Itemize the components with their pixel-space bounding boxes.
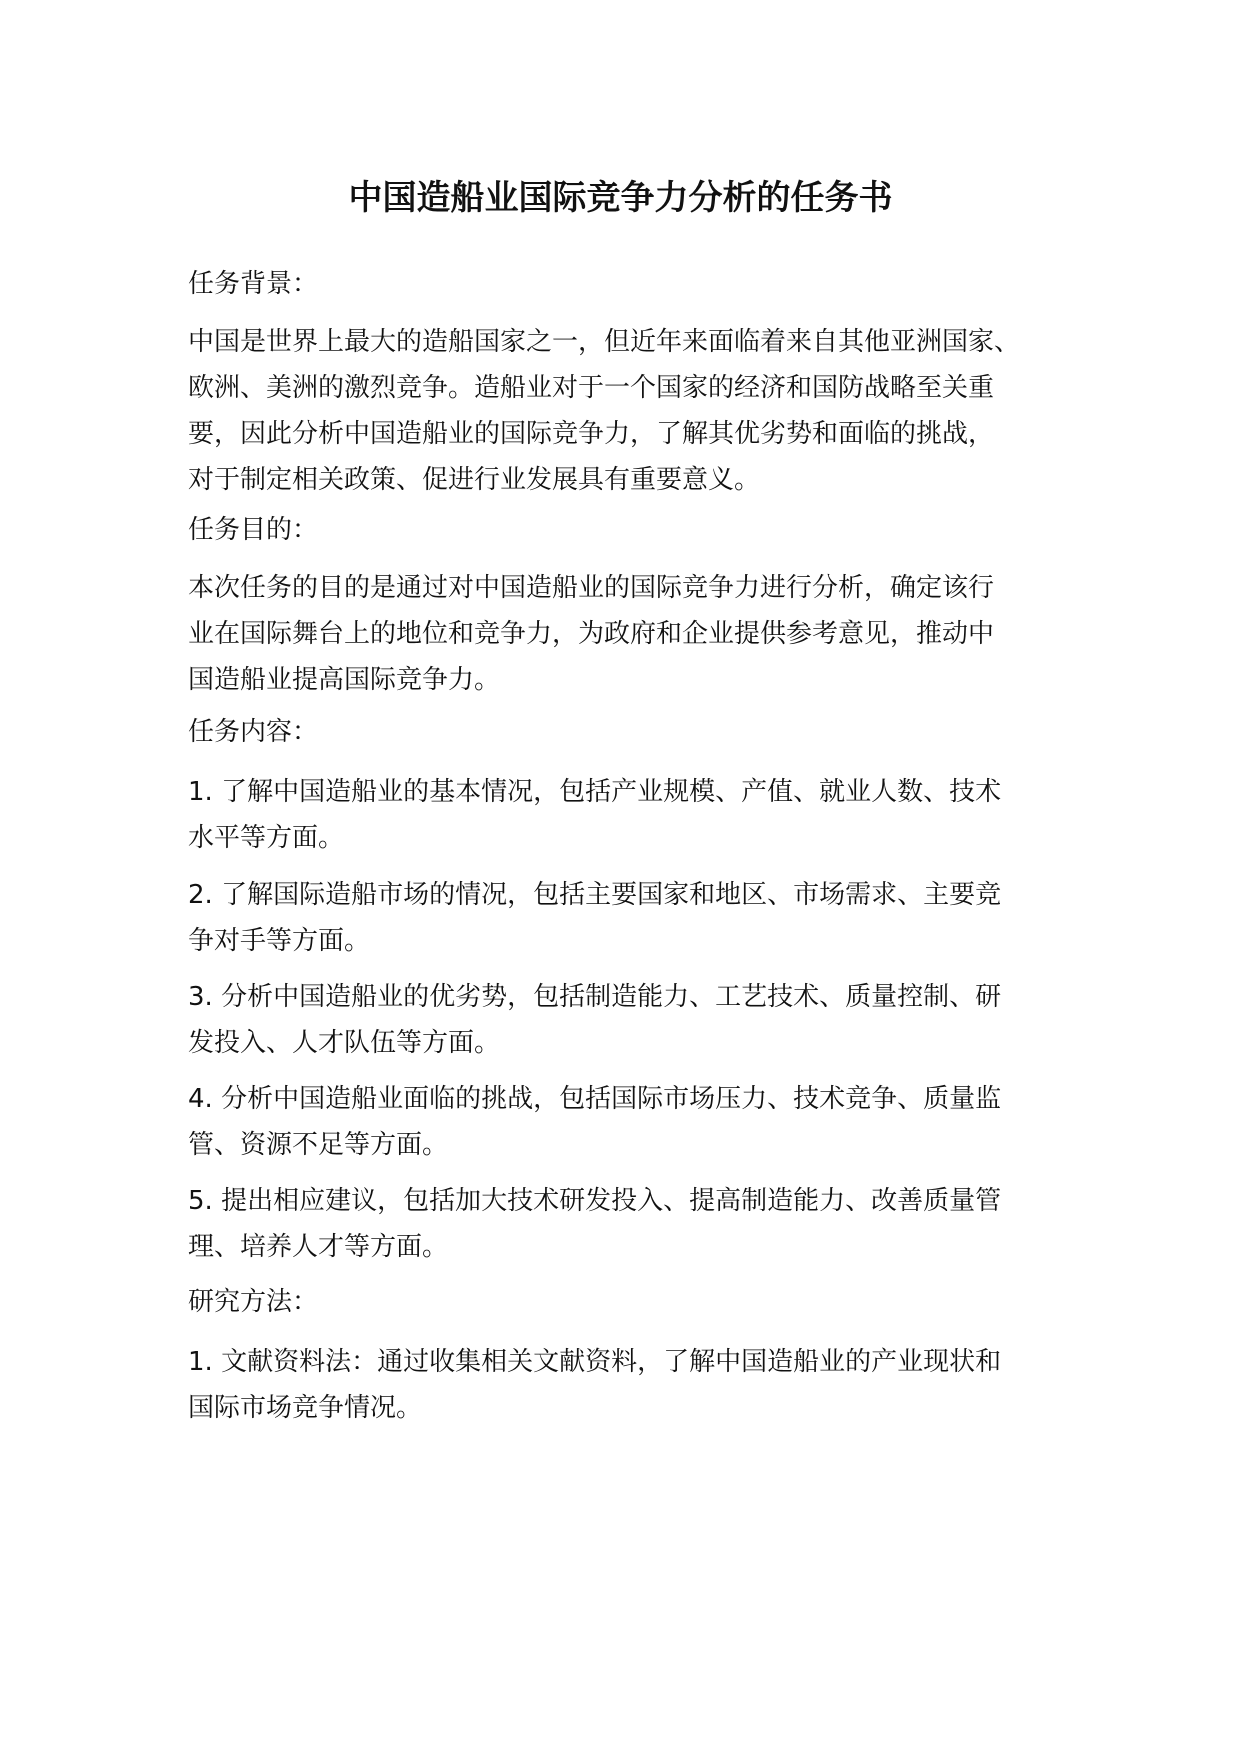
paragraph-background	[188, 319, 1068, 503]
list-item-line: 管、资源不足等方面。	[188, 1130, 449, 1160]
list-item-content-3	[188, 974, 1068, 1066]
section-heading-background: 任务背景：	[188, 269, 319, 299]
paragraph-line: 中国是世界上最大的造船国家之一，但近年来面临着来自其他亚洲国家、	[188, 327, 1021, 357]
list-item-line: 2. 了解国际造船市场的情况，包括主要国家和地区、市场需求、主要竞	[188, 880, 1002, 910]
list-item-line: 国际市场竞争情况。	[188, 1393, 423, 1423]
paragraph-line: 要，因此分析中国造船业的国际竞争力，了解其优劣势和面临的挑战，	[188, 419, 995, 449]
list-item-line: 5. 提出相应建议，包括加大技术研发投入、提高制造能力、改善质量管	[188, 1186, 1002, 1216]
paragraph-purpose	[188, 565, 1068, 703]
section-heading-purpose: 任务目的：	[188, 515, 319, 545]
paragraph-line: 国造船业提高国际竞争力。	[188, 665, 501, 695]
paragraph-line: 对于制定相关政策、促进行业发展具有重要意义。	[188, 465, 761, 495]
list-item-methods-1	[188, 1339, 1068, 1431]
list-item-line: 1. 了解中国造船业的基本情况，包括产业规模、产值、就业人数、技术	[188, 777, 1002, 807]
list-item-line: 理、培养人才等方面。	[188, 1232, 449, 1262]
list-item-content-2	[188, 872, 1068, 964]
list-item-line: 争对手等方面。	[188, 926, 371, 956]
section-heading-methods: 研究方法：	[188, 1287, 319, 1317]
list-item-content-4	[188, 1076, 1068, 1168]
document-title: 中国造船业国际竞争力分析的任务书	[348, 178, 893, 218]
list-item-line: 3. 分析中国造船业的优劣势，包括制造能力、工艺技术、质量控制、研	[188, 982, 1002, 1012]
list-item-content-5	[188, 1178, 1068, 1270]
paragraph-line: 业在国际舞台上的地位和竞争力，为政府和企业提供参考意见，推动中	[188, 619, 995, 649]
list-item-line: 1. 文献资料法：通过收集相关文献资料，了解中国造船业的产业现状和	[188, 1347, 1002, 1377]
paragraph-line: 本次任务的目的是通过对中国造船业的国际竞争力进行分析，确定该行	[188, 573, 995, 603]
list-item-line: 水平等方面。	[188, 823, 345, 853]
list-item-line: 发投入、人才队伍等方面。	[188, 1028, 501, 1058]
list-item-line: 4. 分析中国造船业面临的挑战，包括国际市场压力、技术竞争、质量监	[188, 1084, 1002, 1114]
paragraph-line: 欧洲、美洲的激烈竞争。造船业对于一个国家的经济和国防战略至关重	[188, 373, 995, 403]
list-item-content-1	[188, 769, 1068, 861]
section-heading-content: 任务内容：	[188, 717, 319, 747]
